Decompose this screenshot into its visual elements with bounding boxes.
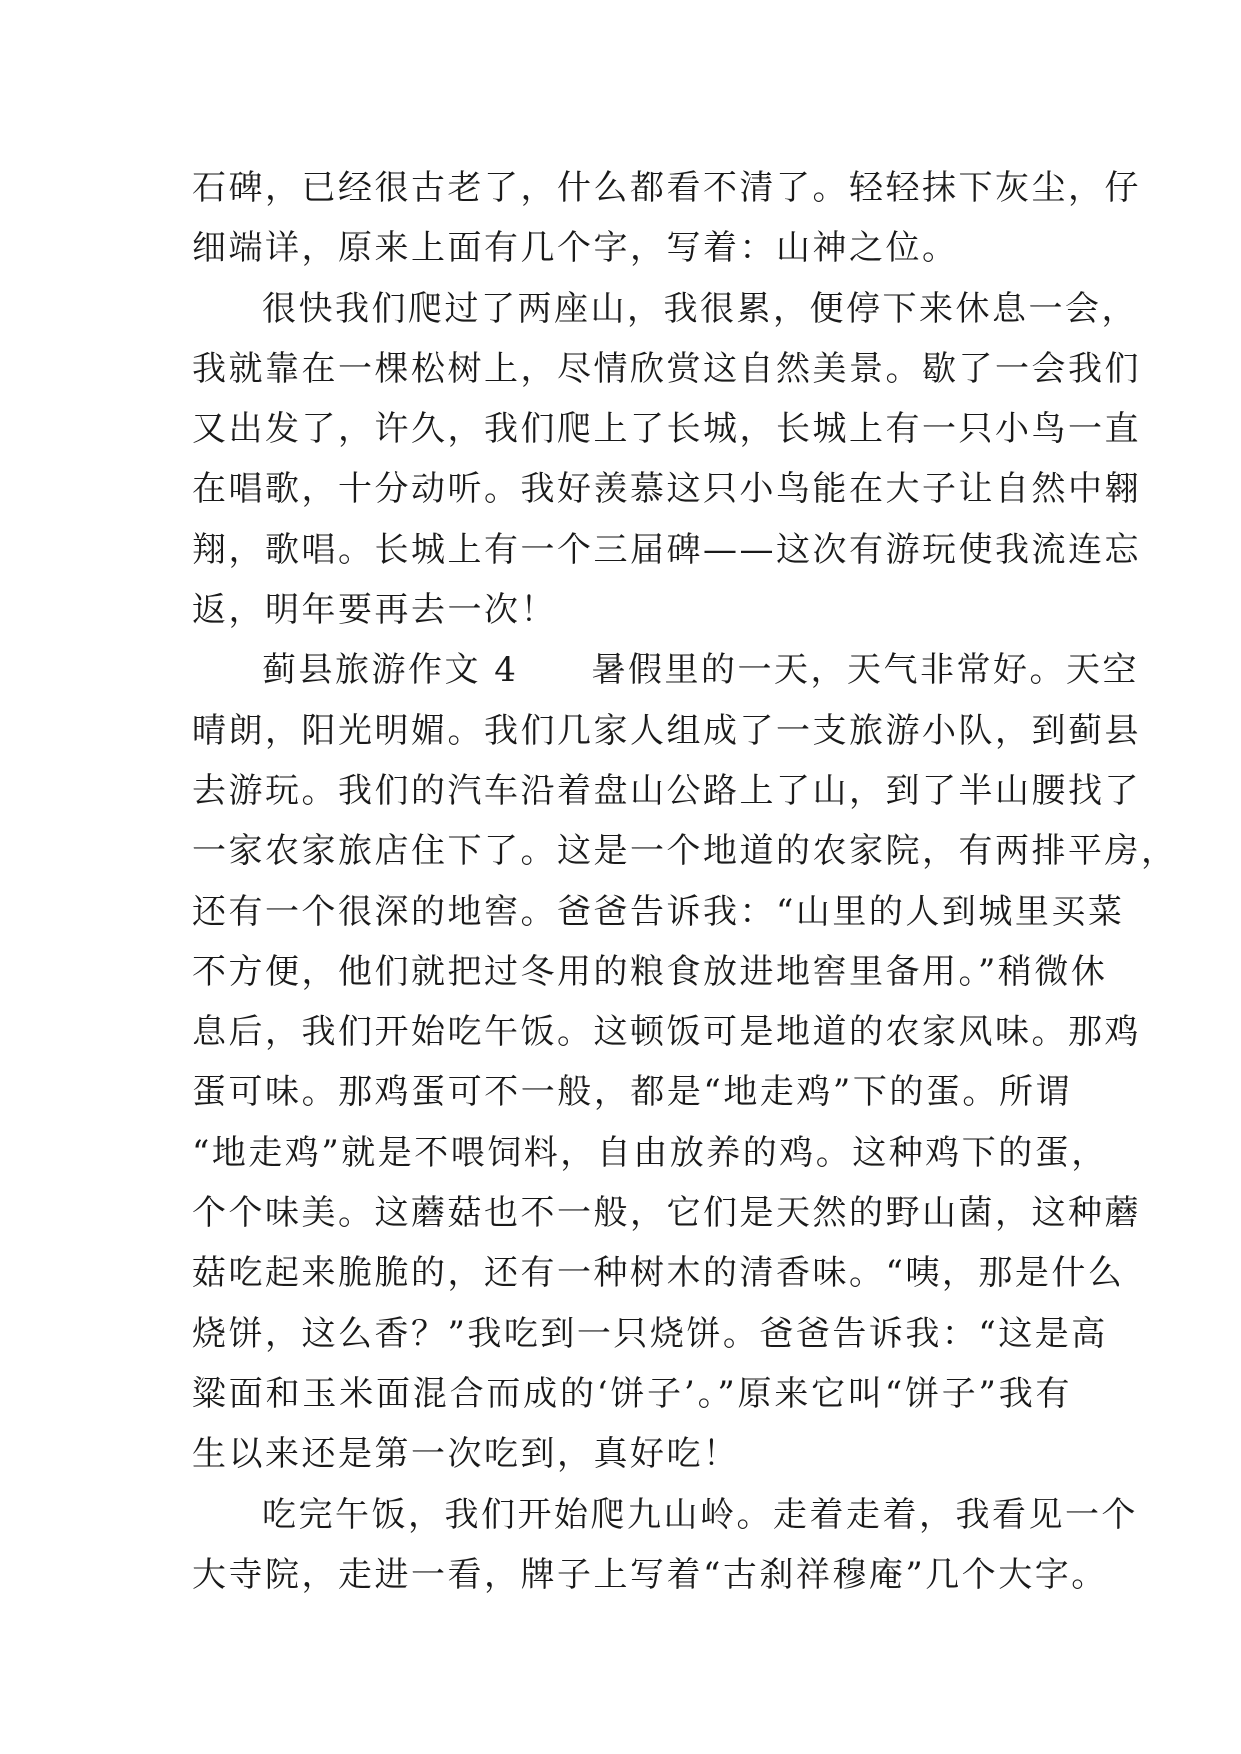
text-line: 菇吃起来脆脆的，还有一种树木的清香味。“咦，那是什么 xyxy=(192,1253,1125,1294)
text-line: 我就靠在一棵松树上，尽情欣赏这自然美景。歇了一会我们 xyxy=(192,348,1141,389)
text-line: 去游玩。我们的汽车沿着盘山公路上了山，到了半山腰找了 xyxy=(192,770,1141,811)
text-line: 蓟县旅游作文 4 暑假里的一天，天气非常好。天空 xyxy=(262,650,1139,691)
text-line: 大寺院，走进一看，牌子上写着“古刹祥穆庵”几个大字。 xyxy=(192,1554,1108,1595)
text-line: 返，明年要再去一次！ xyxy=(192,590,557,631)
text-line: 在唱歌，十分动听。我好羡慕这只小鸟能在大子让自然中翱 xyxy=(192,469,1141,510)
essay-text xyxy=(192,158,1178,1605)
text-line: 石碑，已经很古老了，什么都看不清了。轻轻抹下灰尘，仔 xyxy=(192,168,1141,208)
text-line: 烧饼，这么香？”我吃到一只烧饼。爸爸告诉我：“这是高 xyxy=(192,1313,1108,1354)
text-line: 很快我们爬过了两座山，我很累，便停下来休息一会， xyxy=(262,288,1138,329)
text-line: 又出发了，许久，我们爬上了长城，长城上有一只小鸟一直 xyxy=(192,409,1141,450)
text-line: 不方便，他们就把过冬用的粮食放进地窖里备用。”稍微休 xyxy=(192,951,1108,992)
text-line: 一家农家旅店住下了。这是一个地道的农家院，有两排平房， xyxy=(192,831,1178,872)
text-line: 蛋可味。那鸡蛋可不一般，都是“地走鸡”下的蛋。所谓 xyxy=(192,1072,1072,1113)
text-line: 生以来还是第一次吃到，真好吃！ xyxy=(192,1434,740,1475)
text-line: 个个味美。这蘑菇也不一般，它们是天然的野山菌，这种蘑 xyxy=(192,1193,1141,1234)
text-line: 晴朗，阳光明媚。我们几家人组成了一支旅游小队，到蓟县 xyxy=(192,710,1141,751)
text-line: 翔，歌唱。长城上有一个三届碑——这次有游玩使我流连忘 xyxy=(192,529,1141,570)
text-line: 细端详，原来上面有几个字，写着：山神之位。 xyxy=(192,228,959,269)
text-line: 粱面和玉米面混合而成的‘饼子’。”原来它叫“饼子”我有 xyxy=(192,1373,1072,1414)
text-line: “地走鸡”就是不喂饲料，自由放养的鸡。这种鸡下的蛋， xyxy=(192,1132,1108,1173)
text-line: 息后，我们开始吃午饭。这顿饭可是地道的农家风味。那鸡 xyxy=(192,1012,1141,1053)
text-line: 吃完午饭，我们开始爬九山岭。走着走着，我看见一个 xyxy=(262,1494,1138,1535)
text-line: 还有一个很深的地窖。爸爸告诉我：“山里的人到城里买菜 xyxy=(192,891,1125,932)
